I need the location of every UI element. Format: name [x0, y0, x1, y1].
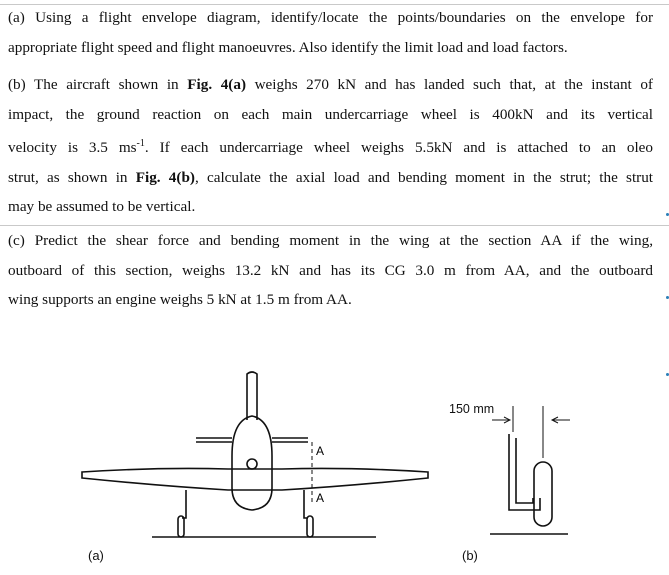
oleo-strut-figure: [440, 398, 600, 543]
wing: [82, 468, 428, 490]
section-label-top: A: [316, 444, 325, 458]
left-wheel: [178, 516, 184, 537]
figure-label-a: (a): [88, 548, 104, 563]
section-label-bottom: A: [316, 491, 325, 505]
part-b-line-1: (b) The aircraft shown in Fig. 4(a) weighs 270 kN and has landed such that, at the instant of: [8, 76, 653, 93]
right-wheel: [307, 516, 313, 537]
fin: [247, 372, 257, 420]
wheel: [534, 462, 552, 526]
part-b-line-3: velocity is 3.5 $ms^{-1}$. If each undercarriage wheel weighs 5.5kN and is attached to an oleo: [8, 138, 653, 156]
question-part-b: [8, 70, 653, 222]
dimension-label: 150 mm: [449, 402, 495, 416]
propeller-spinner: [247, 459, 257, 469]
question-part-c: [8, 226, 653, 315]
fig-4b-ref: Fig. 4(b): [135, 168, 195, 186]
figure-label-b: (b): [462, 548, 478, 563]
oleo-strut: [509, 434, 540, 510]
right-oleo-strut: [304, 490, 308, 518]
part-b-line-5: may be assumed to be vertical.: [8, 198, 196, 215]
part-a-line-2: appropriate flight speed and flight manoeuvres. Also identify the limit load and load factors.: [8, 38, 568, 56]
unit-superscript: -1: [136, 138, 145, 149]
part-c-line-1: (c) Predict the shear force and bending moment in the wing at the section AA if the wing,: [8, 232, 653, 249]
question-part-a: [8, 3, 653, 62]
part-b-line-4: strut, as shown in Fig. 4(b), calculate the axial load and bending moment in the strut; the strut: [8, 168, 654, 186]
left-oleo-strut: [182, 490, 186, 518]
fig-4a-ref: Fig. 4(a): [187, 76, 246, 93]
part-c-line-2: outboard of this section, weighs 13.2 kN and has its CG 3.0 m from AA, and the outboard: [8, 261, 653, 279]
aircraft-front-view-figure: [0, 360, 440, 550]
part-b-line-2: impact, the ground reaction on each main undercarriage wheel is 400kN and its vertical: [8, 105, 653, 123]
fuselage: [232, 416, 272, 510]
part-c-line-3: wing supports an engine weighs 5 kN at 1.5 m from AA.: [8, 291, 352, 308]
part-a-line-1: (a) Using a flight envelope diagram, identify/locate the points/boundaries on the envelope for: [8, 9, 653, 26]
